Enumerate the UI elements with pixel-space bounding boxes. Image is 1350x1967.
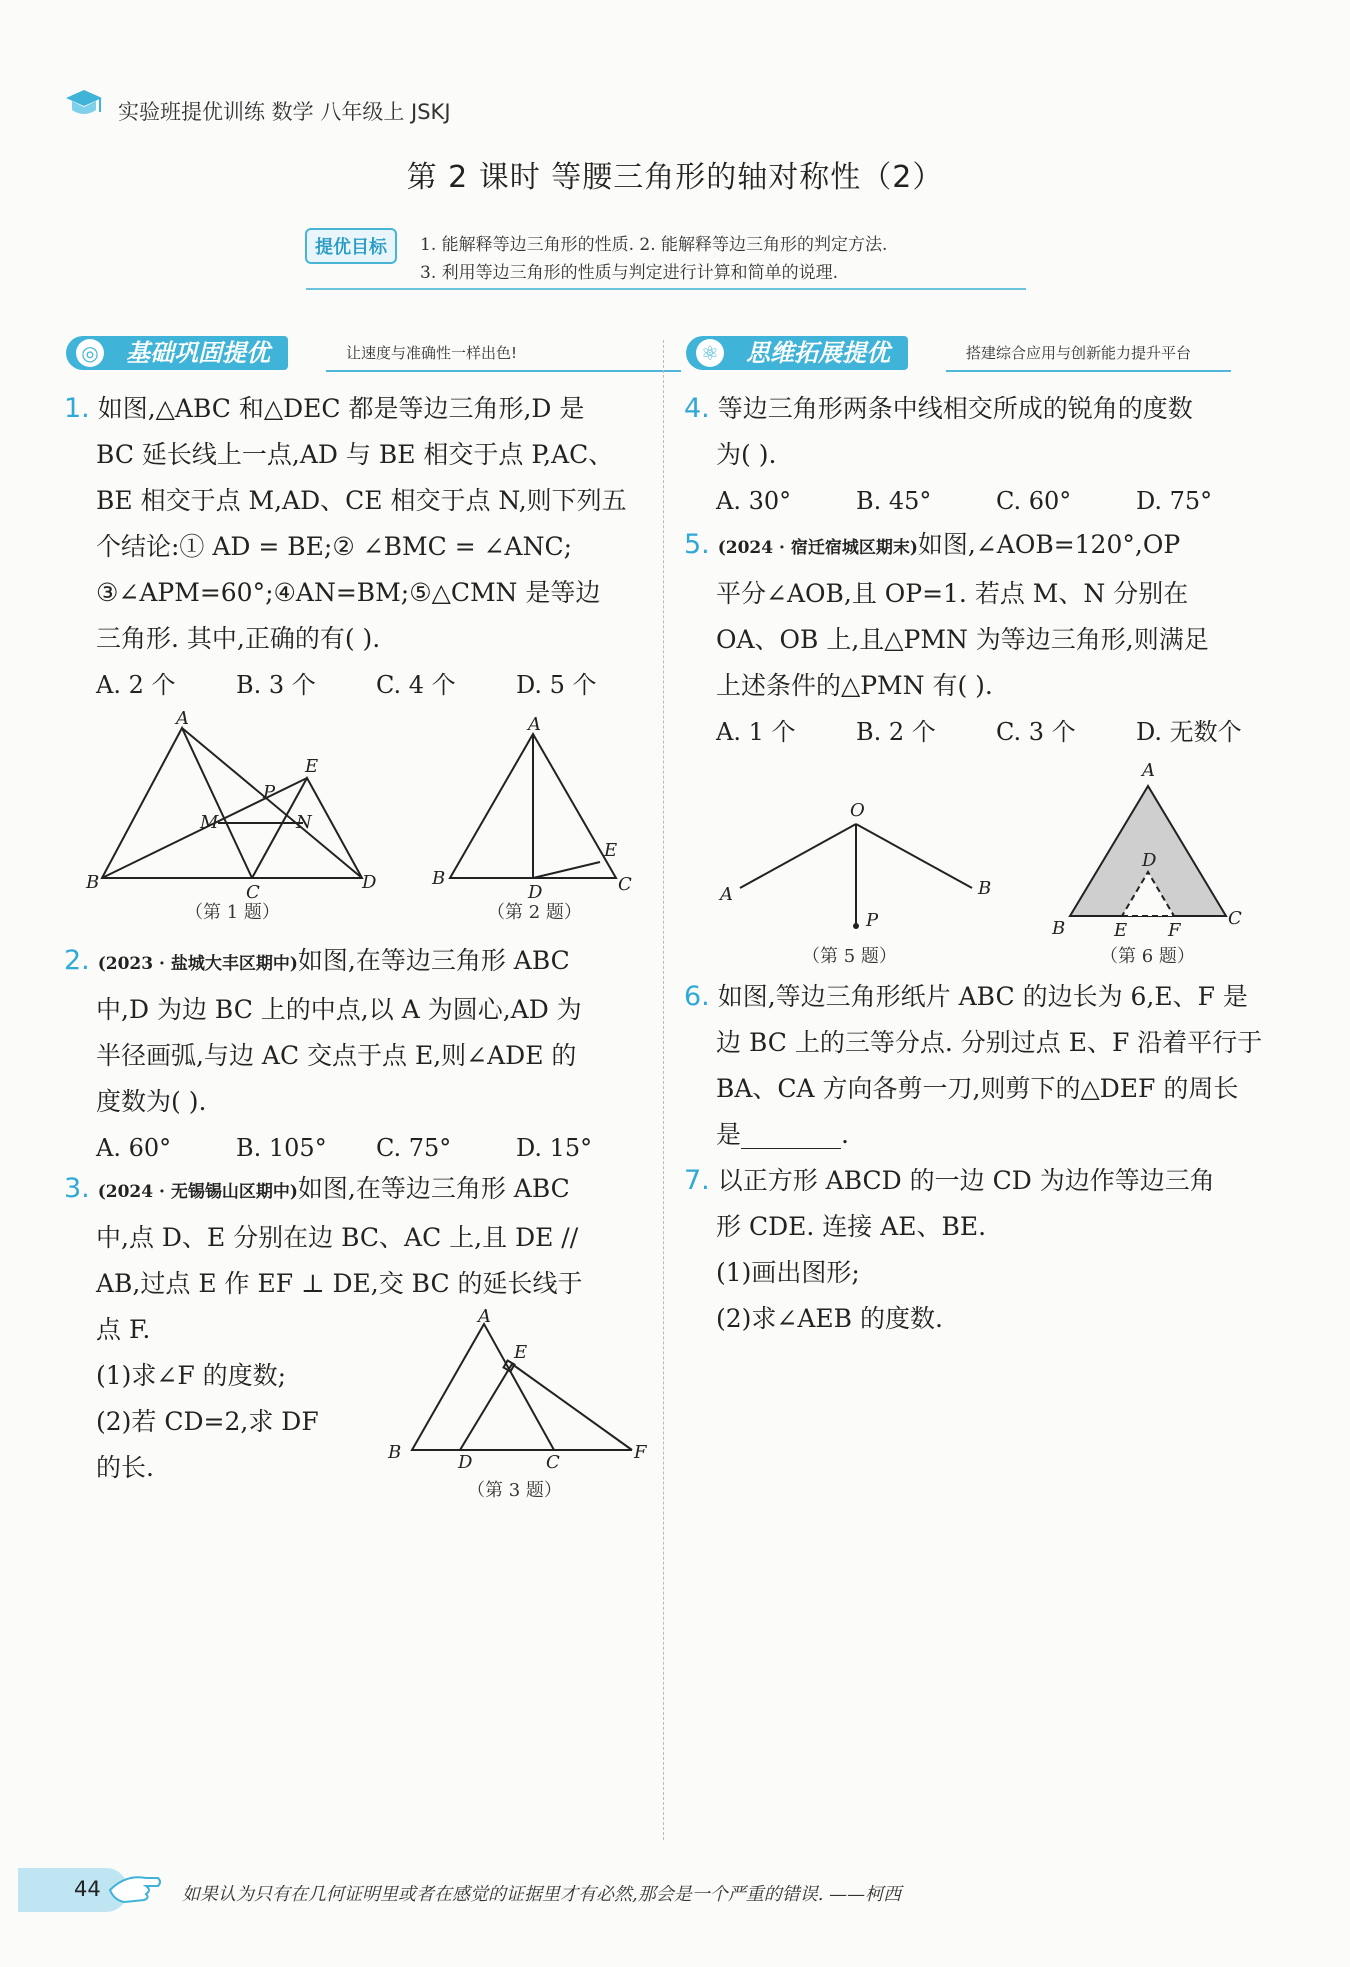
q7-sub2: (2)求∠AEB 的度数. <box>716 1304 943 1333</box>
svg-text:E: E <box>305 756 319 777</box>
graduation-cap-icon <box>62 86 104 122</box>
svg-text:C: C <box>618 874 632 895</box>
q2-source: (2023 · 盐城大丰区期中) <box>97 954 298 974</box>
q1-line: ③∠APM=60°;④AN=BM;⑤△CMN 是等边 <box>96 578 601 607</box>
svg-text:B: B <box>1052 918 1066 939</box>
q5-line: 平分∠AOB,且 OP=1. 若点 M、N 分别在 <box>716 579 1189 608</box>
q1-option-b[interactable]: B. 3 个 <box>236 671 316 699</box>
svg-text:P: P <box>866 910 879 931</box>
page-number: 44 <box>74 1877 101 1901</box>
q2-option-b[interactable]: B. 105° <box>236 1134 327 1162</box>
q4-option-a[interactable]: A. 30° <box>716 487 792 515</box>
svg-text:B: B <box>86 872 100 893</box>
question-1 <box>64 386 664 708</box>
q6-line: BA、CA 方向各剪一刀,则剪下的△DEF 的周长 <box>716 1074 1239 1103</box>
section-advanced-title: 思维拓展提优 <box>746 339 890 367</box>
goal-line-1: 1. 能解释等边三角形的性质. 2. 能解释等边三角形的判定方法. <box>420 235 888 255</box>
figure-2 <box>430 710 640 903</box>
lesson-title: 第 2 课时 等腰三角形的轴对称性（2） <box>406 160 944 195</box>
q1-line: BC 延长线上一点,AD 与 BE 相交于点 P,AC、 <box>96 440 614 469</box>
question-4 <box>684 386 1284 524</box>
figure-6 <box>1050 752 1240 942</box>
q4-option-b[interactable]: B. 45° <box>856 487 932 515</box>
svg-text:B: B <box>432 868 446 889</box>
q5-line: OA、OB 上,且△PMN 为等边三角形,则满足 <box>716 625 1209 654</box>
q3-line: 如图,在等边三角形 ABC <box>297 1174 570 1203</box>
q6-number: 6. <box>684 981 710 1012</box>
svg-text:B: B <box>388 1442 402 1463</box>
q2-line: 中,D 为边 BC 上的中点,以 A 为圆心,AD 为 <box>96 995 582 1024</box>
question-5 <box>684 522 1284 755</box>
q1-option-a[interactable]: A. 2 个 <box>96 671 176 699</box>
q4-options <box>684 478 1284 524</box>
q1-line: 三角形. 其中,正确的有( ). <box>96 624 381 653</box>
section-advanced-note: 搭建综合应用与创新能力提升平台 <box>966 344 1192 362</box>
svg-text:D: D <box>1142 850 1157 871</box>
figure-3 <box>382 1306 652 1473</box>
svg-text:D: D <box>458 1452 473 1473</box>
q5-option-b[interactable]: B. 2 个 <box>856 718 936 746</box>
question-6 <box>684 974 1284 1158</box>
book-title: 实验班提优训练 数学 八年级上 JSKJ <box>118 100 451 124</box>
q3-number: 3. <box>64 1173 90 1204</box>
q3-line: AB,过点 E 作 EF ⊥ DE,交 BC 的延长线于 <box>96 1269 583 1298</box>
svg-text:F: F <box>634 1442 647 1463</box>
svg-text:E: E <box>1114 920 1128 941</box>
svg-text:A: A <box>478 1306 491 1327</box>
q5-number: 5. <box>684 529 710 560</box>
q1-options <box>64 662 664 708</box>
q2-option-c[interactable]: C. 75° <box>376 1134 452 1162</box>
q5-option-d[interactable]: D. 无数个 <box>1136 718 1242 746</box>
q5-line: 如图,∠AOB=120°,OP <box>917 530 1181 559</box>
q4-line: 等边三角形两条中线相交所成的锐角的度数 <box>717 394 1193 423</box>
q2-line: 如图,在等边三角形 ABC <box>297 946 570 975</box>
svg-text:A: A <box>720 884 733 905</box>
svg-text:P: P <box>263 782 276 803</box>
q3-sub2: (2)若 CD=2,求 DF <box>96 1407 319 1436</box>
svg-text:A: A <box>176 708 189 729</box>
q5-option-c[interactable]: C. 3 个 <box>996 718 1076 746</box>
section-advanced-banner <box>686 336 1236 370</box>
svg-text:E: E <box>604 840 618 861</box>
svg-text:N: N <box>296 812 312 833</box>
goal-line-2: 3. 利用等边三角形的性质与判定进行计算和简单的说理. <box>420 263 839 283</box>
q1-line: BE 相交于点 M,AD、CE 相交于点 N,则下列五 <box>96 486 627 515</box>
q1-option-d[interactable]: D. 5 个 <box>516 671 597 699</box>
figure-5 <box>710 790 1010 940</box>
figure-5-caption: （第 5 题） <box>802 946 897 967</box>
figure-1 <box>80 708 380 903</box>
figure-2-caption: （第 2 题） <box>487 902 582 923</box>
q4-option-d[interactable]: D. 75° <box>1136 487 1213 515</box>
q3-source: (2024 · 无锡锡山区期中) <box>97 1182 298 1202</box>
q5-options <box>684 709 1284 755</box>
svg-text:A: A <box>1142 760 1155 781</box>
q2-line: 半径画弧,与边 AC 交点于点 E,则∠ADE 的 <box>96 1041 577 1070</box>
figure-3-caption: （第 3 题） <box>467 1480 562 1501</box>
svg-text:C: C <box>546 1452 560 1473</box>
q4-option-c[interactable]: C. 60° <box>996 487 1072 515</box>
pointing-hand-icon <box>106 1860 166 1910</box>
q2-options <box>64 1125 664 1171</box>
figure-6-caption: （第 6 题） <box>1100 946 1195 967</box>
svg-text:M: M <box>200 812 219 833</box>
q1-line: 如图,△ABC 和△DEC 都是等边三角形,D 是 <box>97 394 585 423</box>
atom-icon: ⚛ <box>696 339 724 367</box>
target-icon: ◎ <box>76 339 104 367</box>
q6-line: 如图,等边三角形纸片 ABC 的边长为 6,E、F 是 <box>717 982 1248 1011</box>
section-basic-banner <box>66 336 616 370</box>
q2-option-d[interactable]: D. 15° <box>516 1134 593 1162</box>
q5-line: 上述条件的△PMN 有( ). <box>716 671 993 700</box>
q1-number: 1. <box>64 393 90 424</box>
q1-option-c[interactable]: C. 4 个 <box>376 671 456 699</box>
q7-number: 7. <box>684 1165 710 1196</box>
q7-line: 以正方形 ABCD 的一边 CD 为边作等边三角 <box>717 1166 1215 1195</box>
svg-text:F: F <box>1168 920 1181 941</box>
svg-text:D: D <box>528 882 543 903</box>
goals-tag: 提优目标 <box>305 228 397 264</box>
q6-line: 边 BC 上的三等分点. 分别过点 E、F 沿着平行于 <box>716 1028 1263 1057</box>
section-basic-title: 基础巩固提优 <box>126 339 270 367</box>
q3-line: 点 F. <box>96 1315 151 1344</box>
svg-text:B: B <box>978 878 992 899</box>
svg-text:C: C <box>246 882 260 903</box>
q6-answer-blank[interactable]: 是________. <box>716 1120 849 1149</box>
svg-text:A: A <box>528 714 541 735</box>
question-2 <box>64 938 664 1171</box>
svg-text:D: D <box>362 872 377 893</box>
q2-option-a[interactable]: A. 60° <box>96 1134 172 1162</box>
q2-line: 度数为( ). <box>96 1087 207 1116</box>
q3-line: 中,点 D、E 分别在边 BC、AC 上,且 DE // <box>96 1223 579 1252</box>
q5-source: (2024 · 宿迁宿城区期末) <box>717 538 918 558</box>
q1-line: 个结论:① AD = BE;② ∠BMC = ∠ANC; <box>96 532 573 561</box>
q7-sub1: (1)画出图形; <box>716 1258 860 1287</box>
footer-quote: 如果认为只有在几何证明里或者在感觉的证据里才有必然,那会是一个严重的错误. ——柯西 <box>182 1884 902 1905</box>
question-7 <box>684 1158 1284 1342</box>
q5-option-a[interactable]: A. 1 个 <box>716 718 796 746</box>
svg-text:O: O <box>850 800 865 821</box>
q7-line: 形 CDE. 连接 AE、BE. <box>716 1212 987 1241</box>
q3-sub2-cont: 的长. <box>96 1453 154 1482</box>
svg-text:C: C <box>1228 908 1242 929</box>
q4-line: 为( ). <box>716 440 777 469</box>
figure-1-caption: （第 1 题） <box>185 902 280 923</box>
svg-text:E: E <box>514 1342 528 1363</box>
section-basic-note: 让速度与准确性一样出色! <box>346 344 518 362</box>
q3-sub1: (1)求∠F 的度数; <box>96 1361 287 1390</box>
q2-number: 2. <box>64 945 90 976</box>
q4-number: 4. <box>684 393 710 424</box>
